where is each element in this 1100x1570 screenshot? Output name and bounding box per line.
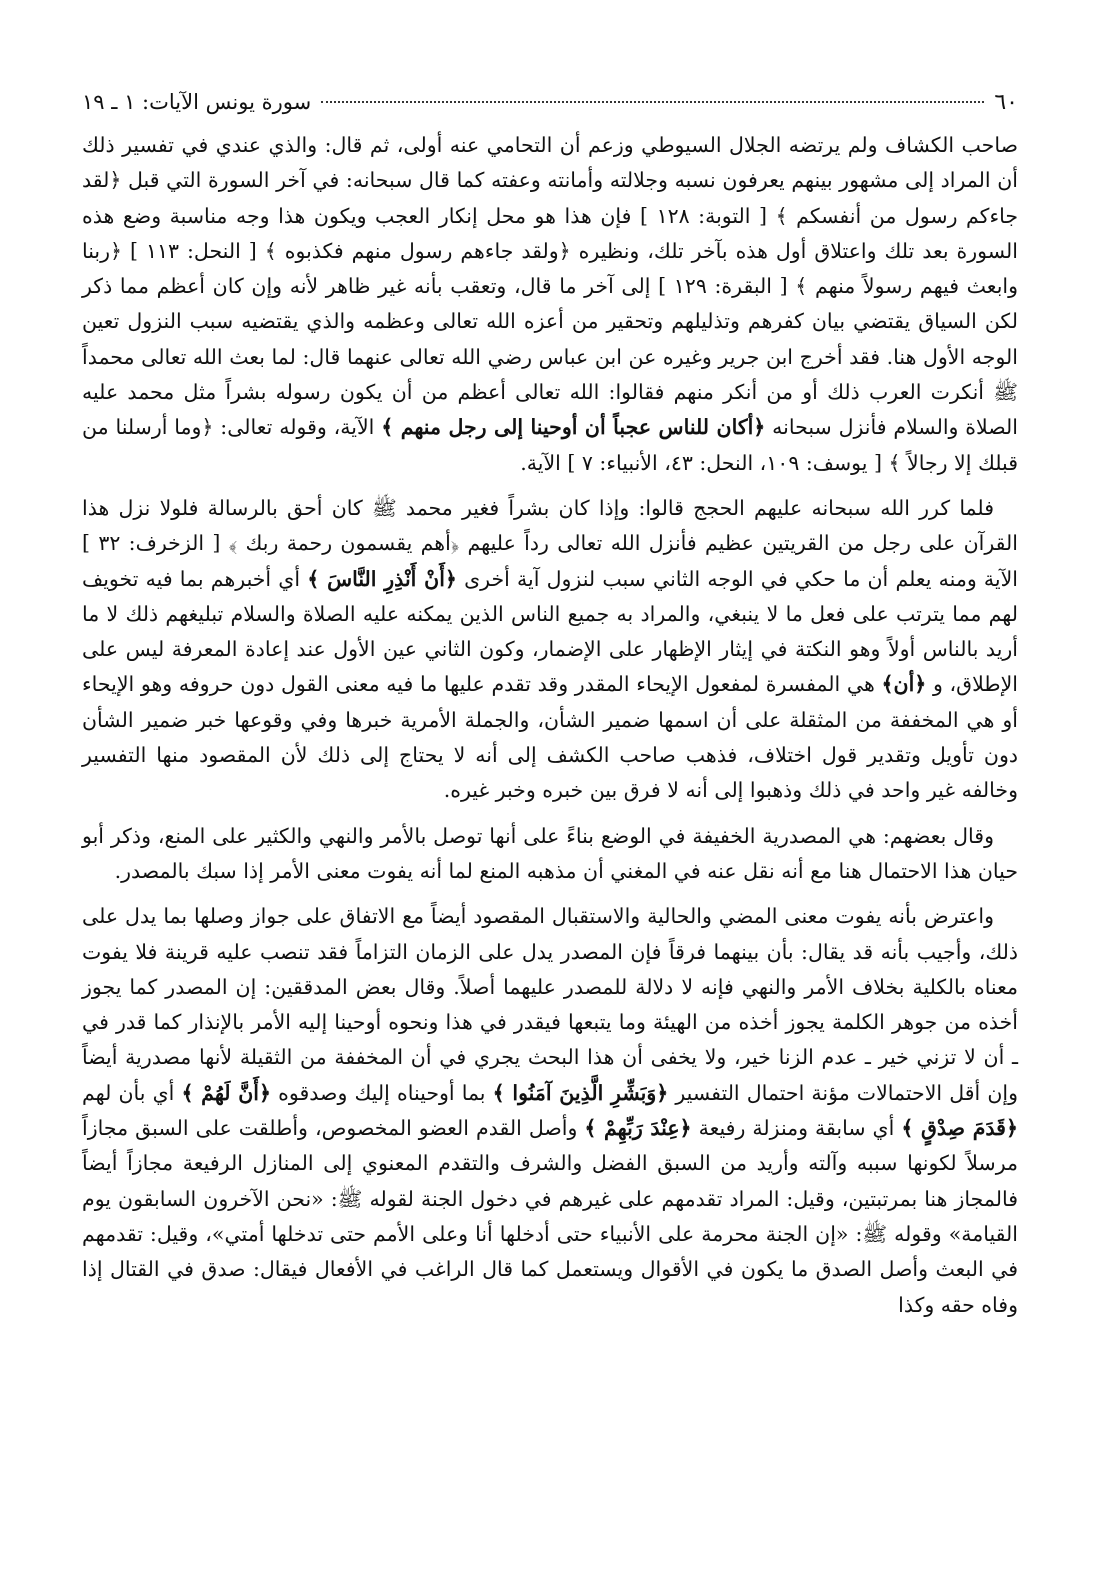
quran-quote: ﴿أن﴾ [881, 672, 927, 697]
text-run: واعترض بأنه يفوت معنى المضي والحالية والاستقبال المقصود أيضاً مع الاتفاق على جواز وصلها بما يدل على ذلك، وأجيب بأنه قد يقال: بأن بينهما فرقاً فإن المصدر يدل على الزمان التزاماً فقد تنصب عليه قرينة فلا يفوت معناه بالكلية بخلاف الأمر والنهي فإنه لا دلالة للمصدر عليهما أصلاً. وقال بعض المدققين: إن المصدر كما يجوز أخذه من جوهر الكلمة يجوز أخذه من الهيئة وما يتبعها فيقدر في هذا ونحوه أوحينا إليه الأمر بالإنذار كما قدر في ـ أن لا تزني خير ـ عدم الزنا خير، ولا يخفى أن هذا البحث يجري في أن المخففة من الثقيلة لأنها مصدرية أيضاً وإن أقل الاحتمالات مؤنة احتمال التفسير [82, 904, 1019, 1105]
page-body [82, 128, 1018, 1323]
paragraph [82, 819, 1018, 890]
text-run: أي سابقة ومنزلة رفيعة [691, 1116, 902, 1141]
text-run: فلما كرر الله سبحانه عليهم الحجج قالوا: وإذا كان بشراً فغير محمد ﷺ كان أحق بالرسالة فلولا نزل هذا القرآن على رجل من القريتين عظيم فأنزل الله تعالى رداً عليهم ﴿أهم يقسمون رحمة ربك ﴾ [ الزخرف: ٣٢ ] الآية ومنه يعلم أن ما حكي في الوجه الثاني سبب لنزول آية أخرى [82, 495, 1018, 591]
quran-quote: ﴿وَبَشِّرِ الَّذِينَ آمَنُوا ﴾ [492, 1080, 669, 1105]
dotted-leader [321, 101, 984, 103]
quran-quote: ﴿أَنَّ لَهُمْ ﴾ [181, 1080, 272, 1105]
quran-quote: ﴿عِنْدَ رَبِّهِمْ ﴾ [584, 1116, 692, 1141]
text-run: صاحب الكشاف ولم يرتضه الجلال السيوطي وزعم أن التحامي عنه أولى، ثم قال: والذي عندي في تفسير ذلك أن المراد إلى مشهور بينهم يعرفون نسبه وجلالته وأمانته وعفته كما قال سبحانه: في آخر السورة التي قبل ﴿لقد جاءكم رسول من أنفسكم ﴾ [ التوبة: ١٢٨ ] فإن هذا هو محل إنكار العجب ويكون هذا وجه مناسبة وضع هذه السورة بعد تلك واعتلاق أول هذه بآخر تلك، ونظيره ﴿ولقد جاءهم رسول منهم فكذبوه ﴾ [ النحل: ١١٣ ] ﴿ربنا وابعث فيهم رسولاً منهم ﴾ [ البقرة: ١٢٩ ] إلى آخر ما قال، وتعقب بأنه غير ظاهر لأنه وإن كان أعظم مما ذكر لكن السياق يقتضي بيان كفرهم وتذليلهم وتحقير من أعزه الله تعالى وعظمه والذي يقتضيه سبب النزول تعين الوجه الأول هنا. فقد أخرج ابن جرير وغيره عن ابن عباس رضي الله تعالى عنهما قال: لما بعث الله تعالى محمداً ﷺ أنكرت العرب ذلك أو من أنكر منهم فقالوا: الله تعالى أعظم من أن يكون رسوله بشراً مثل محمد عليه الصلاة والسلام فأنزل سبحانه [82, 133, 1018, 440]
running-header [82, 82, 1018, 122]
paragraph [82, 491, 1018, 809]
text-run: هي المفسرة لمفعول الإيحاء المقدر وقد تقدم عليها ما فيه معنى القول دون حروفه وهو الإيحاء أو هي المخففة من المثقلة على أن اسمها ضمير الشأن، والجملة الأمرية خبرها وفي وقوعها خبر ضمير الشأن دون تأويل وتقدير قول اختلاف، فذهب صاحب الكشف إلى أنه لا يحتاج إلى ذلك لأن المقصود منها التفسير وخالفه غير واحد في ذلك وذهبوا إلى أنه لا فرق بين خبره وخبر غيره. [82, 672, 1018, 803]
text-run: بما أوحيناه إليك وصدقوه [271, 1080, 493, 1105]
text-run: أي بأن لهم [82, 1080, 182, 1105]
text-run: الآية، وقوله تعالى: ﴿وما أرسلنا من قبلك إلا رجالاً ﴾ [ يوسف: ١٠٩، النحل: ٤٣، الأنبياء: ٧ ] الآية. [82, 415, 1018, 475]
paragraph [82, 899, 1018, 1323]
text-run: وقال بعضهم: هي المصدرية الخفيفة في الوضع بناءً على أنها توصل بالأمر والنهي والكثير على المنع، وذكر أبو حيان هذا الاحتمال هنا مع أنه نقل عنه في المغني أن مذهبه المنع لما أنه يفوت معنى الأمر إذا سبك بالمصدر. [82, 823, 1018, 883]
text-run: أي أخبرهم بما فيه تخويف لهم مما يترتب على فعل ما لا ينبغي، والمراد به جميع الناس الذين يمكنه عليه الصلاة والسلام تبليغهم ذلك لا ما أريد بالناس أولاً وهو النكتة في إيثار الإظهار على الإضمار، وكون الثاني عين الأول عند إعادة المعرفة ليس على الإطلاق، و [82, 566, 1019, 697]
quran-quote: ﴿قَدَمَ صِدْقٍ ﴾ [901, 1116, 1018, 1141]
paragraph [82, 128, 1018, 481]
quran-quote: ﴿أَنْ أَنْذِرِ النَّاسَ ﴾ [307, 566, 457, 591]
text-run: وأصل القدم العضو المخصوص، وأطلقت على السبق مجازاً مرسلاً لكونها سببه وآلته وأريد من السبق الفضل والشرف والتقدم المعنوي إلى المنازل الرفيعة مجازاً أيضاً فالمجاز هنا بمرتبتين، وقيل: المراد تقدمهم على غيرهم في دخول الجنة لقوله ﷺ: «نحن الآخرون السابقون يوم القيامة» وقوله ﷺ: «إن الجنة محرمة على الأنبياء حتى أدخلها أنا وعلى الأمم حتى تدخلها أمتي»، وقيل: تقدمهم في البعث وأصل الصدق ما يكون في الأقوال ويستعمل كما قال الراغب في الأفعال فيقال: صدق في القتال إذا وفاه حقه وكذا [82, 1116, 1018, 1317]
page-number: ٦٠ [994, 90, 1018, 115]
chapter-title: سورة يونس الآيات: ١ ـ ١٩ [82, 90, 312, 114]
quran-quote: ﴿أكان للناس عجباً أن أوحينا إلى رجل منهم ﴾ [381, 415, 766, 440]
